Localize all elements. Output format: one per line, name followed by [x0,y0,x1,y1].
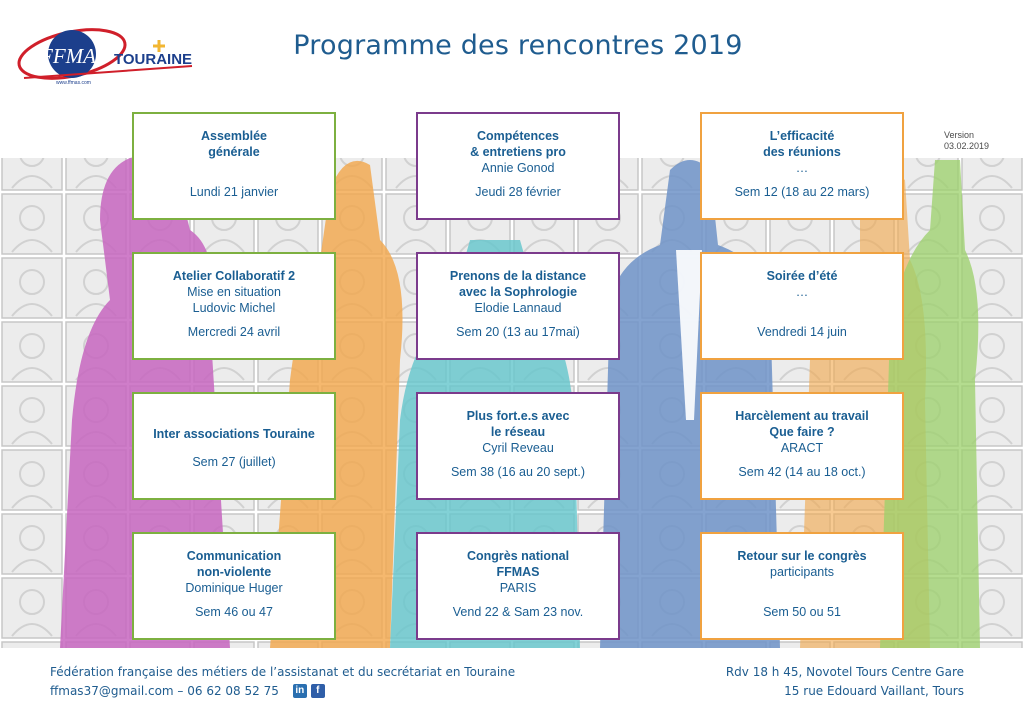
event-card-retour-congres [700,532,904,640]
event-title: des réunions [763,145,841,159]
event-card-header [706,548,898,580]
event-speaker: … [795,161,809,175]
event-title: Soirée d’été [766,269,838,283]
event-card-sophrologie [416,252,620,360]
event-title: générale [208,145,260,159]
event-card-header [138,548,330,596]
event-card-header [138,128,330,160]
event-title: Communication [186,549,282,563]
event-card-header [706,268,898,300]
logo-url: www.ffmas.com [56,80,91,86]
event-card-header [706,128,898,176]
event-speaker: Cyril Reveau [482,441,554,455]
event-title: FFMAS [496,565,540,579]
event-speaker: Ludovic Michel [192,301,276,315]
event-title: Harcèlement au travail [735,409,869,423]
event-title: Assemblée [200,129,267,143]
version-date: 03.02.2019 [944,141,990,151]
logo-brand: FFMAS [40,44,107,68]
event-card-header [422,128,614,176]
event-title: le réseau [490,425,546,439]
event-title: Que faire ? [769,425,835,439]
event-location: PARIS [499,581,537,595]
event-card-efficacite-reunions [700,112,904,220]
event-card-header [138,426,330,442]
facebook-icon[interactable]: f [311,684,325,698]
event-card-competences [416,112,620,220]
meeting-address: 15 rue Edouard Vaillant, Tours [784,684,964,698]
event-speaker: Elodie Lannaud [474,301,562,315]
event-speaker: Annie Gonod [481,161,555,175]
event-card-plus-forts-reseau [416,392,620,500]
event-date: Sem 50 ou 51 [763,605,841,619]
event-card-communication-non-violente [132,532,336,640]
event-card-atelier-collaboratif [132,252,336,360]
linkedin-icon[interactable]: in [293,684,307,698]
event-card-header [138,268,330,316]
logo-region: TOURAINE [114,51,193,68]
contact-info: ffmas37@gmail.com – 06 62 08 52 75 [50,684,279,698]
event-date: Jeudi 28 février [475,185,561,199]
event-card-inter-associations [132,392,336,500]
event-subtitle: participants [770,565,834,579]
event-date: Sem 27 (juillet) [192,455,276,469]
event-card-harcelement [700,392,904,500]
event-title: Prenons de la distance [449,269,587,283]
event-title: avec la Sophrologie [458,285,578,299]
page-title: Programme des rencontres 2019 [293,30,743,61]
version-info [944,130,989,152]
event-title: L’efficacité [769,129,835,143]
event-title: & entretiens pro [470,145,566,159]
event-speaker: ARACT [780,441,824,455]
ffmas-touraine-logo [14,14,204,94]
event-date: Sem 38 (16 au 20 sept.) [450,465,586,479]
event-card-header [422,268,614,316]
contact-line [50,684,325,698]
event-card-header [706,408,898,456]
event-card-header [422,408,614,456]
event-speaker: Dominique Huger [185,581,283,595]
event-title: Retour sur le congrès [737,549,867,563]
event-card-congres-national [416,532,620,640]
event-title: Compétences [477,129,559,143]
event-speaker: … [795,285,809,299]
event-subtitle: Mise en situation [187,285,281,299]
event-title: Congrès national [466,549,570,563]
event-title: non-violente [196,565,272,579]
event-card-soiree-ete [700,252,904,360]
ffmas-logo-mark [14,14,204,94]
event-date: Mercredi 24 avril [187,325,281,339]
event-date: Lundi 21 janvier [189,185,279,199]
event-date: Vend 22 & Sam 23 nov. [452,605,584,619]
event-title: Atelier Collaboratif 2 [172,269,296,283]
event-card-assemblee-generale [132,112,336,220]
federation-name: Fédération française des métiers de l’assistanat et du secrétariat en Touraine [50,665,516,679]
event-date: Sem 46 ou 47 [195,605,273,619]
event-date: Sem 20 (13 au 17mai) [456,325,580,339]
event-title: Inter associations Touraine [153,427,315,441]
event-date: Sem 12 (18 au 22 mars) [734,185,870,199]
event-title: Plus fort.e.s avec [466,409,570,423]
event-date: Sem 42 (14 au 18 oct.) [738,465,866,479]
meeting-info: Rdv 18 h 45, Novotel Tours Centre Gare [725,665,964,679]
event-card-header [422,548,614,596]
event-date: Vendredi 14 juin [757,325,847,339]
version-label: Version [944,130,975,140]
